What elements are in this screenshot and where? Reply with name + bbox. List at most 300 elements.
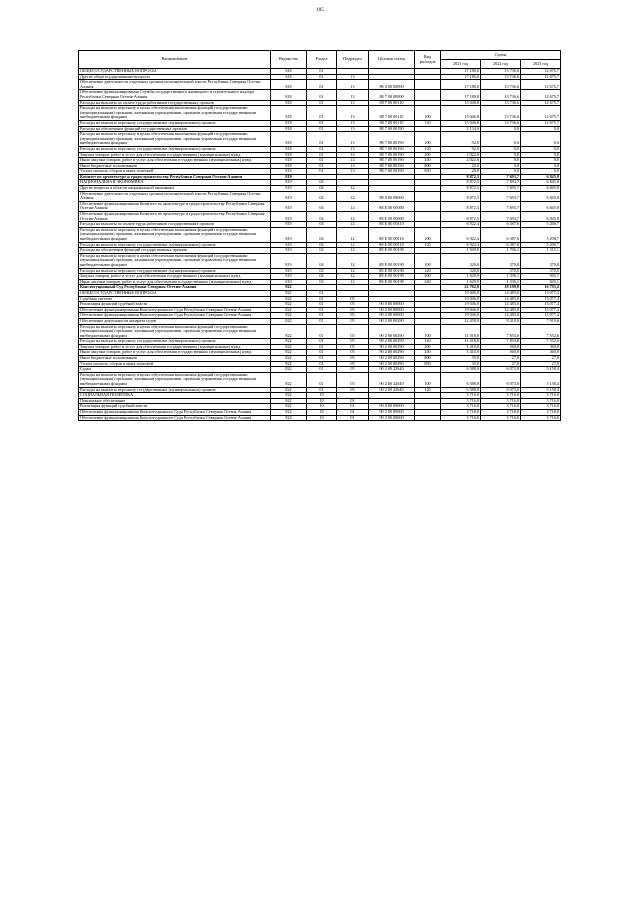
row-name: Другие общегосударственные вопросы xyxy=(79,74,271,80)
row-expense-type: 850 xyxy=(415,361,441,367)
row-sum-2022: 13 736,6 xyxy=(481,100,521,106)
header-sum: Сумма xyxy=(441,51,561,60)
row-sum-2022: 0,0 xyxy=(481,152,521,158)
row-department-code: 819 xyxy=(271,279,307,285)
row-subsection: 01 xyxy=(337,404,369,410)
row-subsection: 05 xyxy=(337,361,369,367)
row-sum-2022: 370,0 xyxy=(481,253,521,268)
row-sum-2022: 6 387,6 xyxy=(481,222,521,228)
row-subsection: 12 xyxy=(337,268,369,274)
row-subsection: 05 xyxy=(337,356,369,362)
row-sum-2023: 1 315,1 xyxy=(521,248,561,254)
header-subsection: Подраздел xyxy=(337,51,369,69)
row-target-article: 88 E 00 00190 xyxy=(369,253,415,268)
row-sum-2021: 19 046,0 xyxy=(441,296,481,302)
row-name: Обеспечение функционирования Службы государственного жилищного и строительного надзора Республики Северная Осетия-Алания xyxy=(79,90,271,100)
table-body xyxy=(79,69,561,421)
row-department-code: 819 xyxy=(271,212,307,222)
row-sum-2021: 15 046,8 xyxy=(441,100,481,106)
row-sum-2021: 6 588,0 xyxy=(441,387,481,393)
row-section: 01 xyxy=(307,120,337,126)
row-department-code: 818 xyxy=(271,169,307,175)
row-target-article: 90 2 00 22640 xyxy=(369,372,415,387)
row-name: Судьи xyxy=(79,367,271,373)
row-department-code: 822 xyxy=(271,307,307,313)
row-sum-2022: 13 736,6 xyxy=(481,74,521,80)
row-section: 01 xyxy=(307,372,337,387)
header-year-2023: 2023 год xyxy=(521,60,561,69)
table-row xyxy=(79,372,561,387)
row-sum-2022: 6 387,6 xyxy=(481,242,521,248)
row-sum-2021: 20,0 xyxy=(441,163,481,169)
row-department-code: 818 xyxy=(271,163,307,169)
row-sum-2022: 3 716,0 xyxy=(481,415,521,421)
row-sum-2022: 7 693,7 xyxy=(481,180,521,186)
row-sum-2023: 5 158,4 xyxy=(521,372,561,387)
row-name: Обеспечение функционирования Комитета по архитектуре и градостроительству Республики Северная Осетия-Алания xyxy=(79,212,271,222)
row-subsection: 13 xyxy=(337,106,369,121)
row-subsection: 12 xyxy=(337,212,369,222)
row-sum-2023: 12 675,7 xyxy=(521,120,561,126)
row-expense-type xyxy=(415,415,441,421)
row-target-article: 90 2 00 00290 xyxy=(369,344,415,350)
row-target-article: 90 2 00 00290 xyxy=(369,339,415,345)
row-expense-type: 800 xyxy=(415,356,441,362)
row-name: Обеспечение деятельности отдельных органов исполнительной власти Республики Северная Осетия-Алания xyxy=(79,191,271,201)
header-code: Ведомство xyxy=(271,51,307,69)
row-expense-type: 120 xyxy=(415,339,441,345)
row-name: Конституционный Суд Республики Северная Осетия-Алания xyxy=(79,285,271,291)
row-subsection: 05 xyxy=(337,350,369,356)
row-name: Иные закупки товаров, работ и услуг для обеспечения государственных (муниципальных) нужд xyxy=(79,158,271,164)
row-sum-2023: 945,1 xyxy=(521,274,561,280)
row-expense-type xyxy=(415,212,441,222)
row-sum-2023: 12 675,7 xyxy=(521,106,561,121)
row-sum-2022: 27,0 xyxy=(481,361,521,367)
row-sum-2023: 27,0 xyxy=(521,361,561,367)
row-target-article: 90 2 00 00290 xyxy=(369,324,415,339)
row-sum-2023: 12 675,7 xyxy=(521,100,561,106)
row-sum-2021: 15 046,8 xyxy=(441,120,481,126)
row-sum-2021: 8 872,3 xyxy=(441,212,481,222)
row-department-code: 822 xyxy=(271,296,307,302)
row-section: 04 xyxy=(307,248,337,254)
row-target-article: 88 E 00 00110 xyxy=(369,227,415,242)
row-sum-2021: 320,0 xyxy=(441,253,481,268)
row-sum-2022: 0,0 xyxy=(481,146,521,152)
row-name: Судебная система xyxy=(79,296,271,302)
row-department-code: 818 xyxy=(271,69,307,75)
table-row xyxy=(79,132,561,147)
row-sum-2021: 19 046,0 xyxy=(441,290,481,296)
row-section: 04 xyxy=(307,201,337,211)
row-sum-2023: 3 716,0 xyxy=(521,393,561,399)
row-sum-2021: 19 046,0 xyxy=(441,307,481,313)
row-subsection: 13 xyxy=(337,163,369,169)
table-row xyxy=(79,253,561,268)
row-name: Закупка товаров, работ и услуг для обеспечения государственных (муниципальных) нужд xyxy=(79,152,271,158)
row-name: Другие вопросы в области национальной экономики xyxy=(79,186,271,192)
row-subsection: 13 xyxy=(337,169,369,175)
row-expense-type: 850 xyxy=(415,169,441,175)
row-department-code: 819 xyxy=(271,191,307,201)
row-sum-2022: 14 483,0 xyxy=(481,296,521,302)
row-target-article: 88 7 00 00190 xyxy=(369,126,415,132)
row-expense-type: 120 xyxy=(415,387,441,393)
row-name: Расходы на выплаты по оплате труда работников государственных органов xyxy=(79,100,271,106)
row-sum-2022: 3 716,0 xyxy=(481,404,521,410)
row-subsection: 12 xyxy=(337,274,369,280)
row-sum-2023: 5 200,7 xyxy=(521,242,561,248)
row-sum-2022: 0,0 xyxy=(481,163,521,169)
table-row xyxy=(79,201,561,211)
row-subsection: 13 xyxy=(337,146,369,152)
row-sum-2023: 6 845,8 xyxy=(521,212,561,222)
row-sum-2023: 0,0 xyxy=(521,132,561,147)
row-subsection: 12 xyxy=(337,248,369,254)
row-subsection: 01 xyxy=(337,398,369,404)
row-department-code: 819 xyxy=(271,274,307,280)
row-name: Закупка товаров, работ и услуг для обеспечения государственных (муниципальных) нужд xyxy=(79,274,271,280)
row-subsection: 13 xyxy=(337,80,369,90)
row-sum-2021: 11 018,0 xyxy=(441,324,481,339)
table-row xyxy=(79,227,561,242)
table-row xyxy=(79,212,561,222)
row-sum-2023: 370,0 xyxy=(521,253,561,268)
row-expense-type xyxy=(415,191,441,201)
row-expense-type: 800 xyxy=(415,163,441,169)
row-sum-2021: 35,0 xyxy=(441,361,481,367)
row-subsection: 05 xyxy=(337,324,369,339)
row-target-article: 90 2 00 00000 xyxy=(369,313,415,319)
row-section: 01 xyxy=(307,169,337,175)
row-target-article: 88 E 00 00190 xyxy=(369,279,415,285)
row-name: Расходы на выплаты персоналу государственных (муниципальных) органов xyxy=(79,242,271,248)
row-department-code: 819 xyxy=(271,222,307,228)
row-sum-2022: 14 483,0 xyxy=(481,313,521,319)
row-sum-2021: 17 180,8 xyxy=(441,80,481,90)
row-sum-2021: 3 716,0 xyxy=(441,393,481,399)
row-department-code: 822 xyxy=(271,339,307,345)
row-department-code: 818 xyxy=(271,146,307,152)
row-subsection: 13 xyxy=(337,126,369,132)
row-sum-2021: 35,0 xyxy=(441,356,481,362)
row-target-article: 90 2 00 22640 xyxy=(369,387,415,393)
row-sum-2023: 5 200,7 xyxy=(521,222,561,228)
row-target-article: 88 7 00 00000 xyxy=(369,90,415,100)
row-name: Расходы на выплаты персоналу в целях обеспечения выполнения функций государственными (муниципальными) органами, казенными учреждениями, органами управления государственными внебюджетными фондами xyxy=(79,106,271,121)
row-sum-2022: 1 336,1 xyxy=(481,274,521,280)
row-sum-2023: 3 716,0 xyxy=(521,415,561,421)
row-department-code: 822 xyxy=(271,356,307,362)
row-target-article: 88 0 00 00000 xyxy=(369,80,415,90)
row-expense-type: 200 xyxy=(415,274,441,280)
row-sum-2021: 22 762,0 xyxy=(441,285,481,291)
row-target-article: 90 2 00 00290 xyxy=(369,356,415,362)
row-name: Обеспечение деятельности аппарата судов xyxy=(79,318,271,324)
row-sum-2022: 6 387,6 xyxy=(481,227,521,242)
row-sum-2023: 0,0 xyxy=(521,158,561,164)
row-department-code: 822 xyxy=(271,393,307,399)
row-sum-2021: 8 872,3 xyxy=(441,191,481,201)
row-department-code: 822 xyxy=(271,404,307,410)
row-sum-2022: 0,0 xyxy=(481,132,521,147)
row-target-article: 88 7 00 00110 xyxy=(369,100,415,106)
row-department-code: 818 xyxy=(271,80,307,90)
row-subsection: 12 xyxy=(337,253,369,268)
row-name: Обеспечение функционирования Конституционного Суда Республики Северная Осетия-Алания xyxy=(79,410,271,416)
row-subsection: 05 xyxy=(337,313,369,319)
row-name: Расходы на выплаты персоналу в целях обеспечения выполнения функций государственными (муниципальными) органами, казенными учреждениями, органами управления государственными внебюджетными фондами xyxy=(79,253,271,268)
row-sum-2021: 6 588,0 xyxy=(441,367,481,373)
row-name: Иные закупки товаров, работ и услуг для обеспечения государственных (муниципальных) нужд xyxy=(79,279,271,285)
row-department-code: 818 xyxy=(271,120,307,126)
row-sum-2021: 17 180,8 xyxy=(441,90,481,100)
row-sum-2021: 17 180,8 xyxy=(441,74,481,80)
row-sum-2021: 12 458,0 xyxy=(441,318,481,324)
row-sum-2023: 945,1 xyxy=(521,279,561,285)
row-expense-type xyxy=(415,80,441,90)
row-sum-2023: 12 675,7 xyxy=(521,69,561,75)
row-name: Расходы на выплаты персоналу государственных (муниципальных) органов xyxy=(79,120,271,126)
row-section: 01 xyxy=(307,313,337,319)
row-expense-type: 240 xyxy=(415,158,441,164)
row-sum-2021: 3 716,0 xyxy=(441,398,481,404)
row-name: Обеспечение функционирования Комитета по архитектуре и градостроительству Республики Северная Осетия-Алания xyxy=(79,201,271,211)
row-subsection: 12 xyxy=(337,227,369,242)
row-sum-2021: 1 629,9 xyxy=(441,274,481,280)
row-sum-2022: 6 073,0 xyxy=(481,387,521,393)
row-section: 04 xyxy=(307,222,337,228)
row-sum-2021: 19 046,0 xyxy=(441,302,481,308)
row-department-code: 822 xyxy=(271,350,307,356)
row-department-code: 819 xyxy=(271,268,307,274)
row-department-code: 822 xyxy=(271,285,307,291)
table-row xyxy=(79,80,561,90)
row-section: 04 xyxy=(307,274,337,280)
row-sum-2021: 320,0 xyxy=(441,268,481,274)
row-sum-2021: 6 922,4 xyxy=(441,222,481,228)
row-sum-2023: 370,0 xyxy=(521,268,561,274)
row-sum-2021: 8 872,3 xyxy=(441,174,481,180)
row-section: 10 xyxy=(307,410,337,416)
row-subsection: 13 xyxy=(337,74,369,80)
row-section: 04 xyxy=(307,242,337,248)
row-section: 04 xyxy=(307,253,337,268)
row-section: 10 xyxy=(307,393,337,399)
row-sum-2023: 12 675,7 xyxy=(521,80,561,90)
row-section: 01 xyxy=(307,146,337,152)
row-sum-2023: 3 716,0 xyxy=(521,404,561,410)
row-department-code: 819 xyxy=(271,201,307,211)
row-sum-2023: 6 845,8 xyxy=(521,201,561,211)
table-row xyxy=(79,90,561,100)
row-section: 10 xyxy=(307,415,337,421)
header-year-2022: 2022 год xyxy=(481,60,521,69)
row-sum-2023: 13 077,4 xyxy=(521,290,561,296)
row-sum-2022: 1 706,1 xyxy=(481,248,521,254)
row-expense-type: 120 xyxy=(415,242,441,248)
row-sum-2023: 6 845,8 xyxy=(521,174,561,180)
row-department-code: 822 xyxy=(271,387,307,393)
row-department-code: 822 xyxy=(271,290,307,296)
row-sum-2021: 6 922,4 xyxy=(441,227,481,242)
row-subsection: 05 xyxy=(337,344,369,350)
row-subsection: 05 xyxy=(337,367,369,373)
row-sum-2021: 11 018,0 xyxy=(441,339,481,345)
row-sum-2023: 5 200,7 xyxy=(521,227,561,242)
row-section: 04 xyxy=(307,186,337,192)
row-target-article: 88 E 00 00110 xyxy=(369,242,415,248)
row-subsection: 13 xyxy=(337,152,369,158)
row-name: Реализация функций судебной власти xyxy=(79,302,271,308)
row-sum-2022: 13 736,6 xyxy=(481,69,521,75)
row-name: СОЦИАЛЬНАЯ ПОЛИТИКА xyxy=(79,393,271,399)
row-section: 04 xyxy=(307,191,337,201)
table-row xyxy=(79,191,561,201)
row-sum-2021: 3 716,0 xyxy=(441,410,481,416)
row-section: 01 xyxy=(307,69,337,75)
row-department-code: 818 xyxy=(271,132,307,147)
row-sum-2023: 0,0 xyxy=(521,146,561,152)
row-sum-2022: 3 716,0 xyxy=(481,398,521,404)
row-sum-2021: 1 629,9 xyxy=(441,279,481,285)
row-name: Реализация функций судебной власти xyxy=(79,404,271,410)
row-sum-2023: 7 552,6 xyxy=(521,324,561,339)
row-section: 01 xyxy=(307,361,337,367)
row-sum-2023: 13 077,4 xyxy=(521,307,561,313)
row-sum-2021: 2 134,0 xyxy=(441,126,481,132)
row-target-article: 90 2 00 00290 xyxy=(369,318,415,324)
row-name: Уплата налогов, сборов и иных платежей xyxy=(79,169,271,175)
row-section: 01 xyxy=(307,74,337,80)
row-subsection: 05 xyxy=(337,372,369,387)
row-sum-2022: 6 073,0 xyxy=(481,367,521,373)
row-section: 01 xyxy=(307,132,337,147)
row-sum-2023: 16 793,4 xyxy=(521,285,561,291)
row-section: 01 xyxy=(307,318,337,324)
row-department-code: 819 xyxy=(271,186,307,192)
row-sum-2022: 0,0 xyxy=(481,158,521,164)
row-section: 01 xyxy=(307,106,337,121)
row-sum-2021: 3 716,0 xyxy=(441,415,481,421)
row-target-article: 90 2 00 22640 xyxy=(369,367,415,373)
row-name: Расходы на выплаты персоналу государственных (муниципальных) органов xyxy=(79,146,271,152)
row-sum-2023: 360,0 xyxy=(521,350,561,356)
row-expense-type: 100 xyxy=(415,324,441,339)
row-subsection: 13 xyxy=(337,100,369,106)
row-department-code: 818 xyxy=(271,100,307,106)
row-section: 01 xyxy=(307,126,337,132)
row-sum-2022: 370,0 xyxy=(481,268,521,274)
row-department-code: 822 xyxy=(271,313,307,319)
row-target-article: 88 E 00 00190 xyxy=(369,274,415,280)
row-expense-type: 200 xyxy=(415,344,441,350)
header-expense-type: Вид расходов xyxy=(415,51,441,69)
row-department-code: 819 xyxy=(271,180,307,186)
row-sum-2022: 1 336,1 xyxy=(481,279,521,285)
row-section: 01 xyxy=(307,100,337,106)
row-sum-2023: 6 845,8 xyxy=(521,180,561,186)
row-expense-type xyxy=(415,201,441,211)
row-name: Расходы на выплаты по оплате труда работников государственных органов xyxy=(79,222,271,228)
row-sum-2023: 7 552,6 xyxy=(521,339,561,345)
row-target-article: 90 0 00 00000 xyxy=(369,404,415,410)
row-name: Пенсионное обеспечение xyxy=(79,398,271,404)
row-sum-2023: 0,0 xyxy=(521,152,561,158)
row-expense-type: 120 xyxy=(415,146,441,152)
row-section: 01 xyxy=(307,324,337,339)
row-section: 01 xyxy=(307,307,337,313)
row-section: 01 xyxy=(307,90,337,100)
row-sum-2022: 14 483,0 xyxy=(481,307,521,313)
header-target-article: Целевая статья xyxy=(369,51,415,69)
row-sum-2023: 27,0 xyxy=(521,356,561,362)
row-section: 01 xyxy=(307,356,337,362)
row-expense-type: 100 xyxy=(415,253,441,268)
row-target-article: 88 7 00 00110 xyxy=(369,120,415,126)
row-section: 01 xyxy=(307,344,337,350)
row-sum-2023: 6 845,8 xyxy=(521,186,561,192)
row-target-article: 90 2 00 00000 xyxy=(369,307,415,313)
row-department-code: 822 xyxy=(271,410,307,416)
row-sum-2023: 0,0 xyxy=(521,169,561,175)
row-section: 10 xyxy=(307,398,337,404)
row-target-article: 90 2 00 00290 xyxy=(369,350,415,356)
row-name: Расходы на обеспечение функций государственных органов xyxy=(79,248,271,254)
row-sum-2021: 8 872,3 xyxy=(441,201,481,211)
row-department-code: 819 xyxy=(271,227,307,242)
row-sum-2022: 560,0 xyxy=(481,344,521,350)
row-expense-type: 100 xyxy=(415,372,441,387)
header-section: Раздел xyxy=(307,51,337,69)
row-section: 01 xyxy=(307,296,337,302)
row-section: 01 xyxy=(307,302,337,308)
row-sum-2021: 17 180,8 xyxy=(441,69,481,75)
row-target-article: 90 2 00 00290 xyxy=(369,361,415,367)
row-sum-2022: 27,0 xyxy=(481,356,521,362)
row-name: НАЦИОНАЛЬНАЯ ЭКОНОМИКА xyxy=(79,180,271,186)
row-subsection: 01 xyxy=(337,410,369,416)
row-target-article: 88 E 00 00000 xyxy=(369,201,415,211)
row-sum-2023: 0,0 xyxy=(521,163,561,169)
row-expense-type: 100 xyxy=(415,227,441,242)
page-number: 105 xyxy=(316,8,324,13)
row-sum-2022: 13 736,6 xyxy=(481,90,521,100)
row-name: Расходы на выплаты персоналу государственных (муниципальных) органов xyxy=(79,387,271,393)
table-header xyxy=(79,51,561,69)
row-sum-2023: 0,0 xyxy=(521,126,561,132)
row-subsection: 05 xyxy=(337,387,369,393)
row-section: 01 xyxy=(307,339,337,345)
row-section: 04 xyxy=(307,180,337,186)
row-section: 01 xyxy=(307,158,337,164)
header-name: Наименование xyxy=(79,51,271,69)
row-department-code: 818 xyxy=(271,90,307,100)
row-expense-type: 200 xyxy=(415,152,441,158)
row-expense-type: 100 xyxy=(415,106,441,121)
row-department-code: 819 xyxy=(271,248,307,254)
row-sum-2022: 18 199,0 xyxy=(481,285,521,291)
row-sum-2021: 2 022,0 xyxy=(441,158,481,164)
row-subsection: 05 xyxy=(337,296,369,302)
row-subsection: 12 xyxy=(337,186,369,192)
row-section: 01 xyxy=(307,387,337,393)
row-expense-type: 120 xyxy=(415,268,441,274)
row-sum-2023: 7 919,6 xyxy=(521,318,561,324)
row-department-code: 819 xyxy=(271,242,307,248)
row-target-article: 88 7 00 00190 xyxy=(369,163,415,169)
